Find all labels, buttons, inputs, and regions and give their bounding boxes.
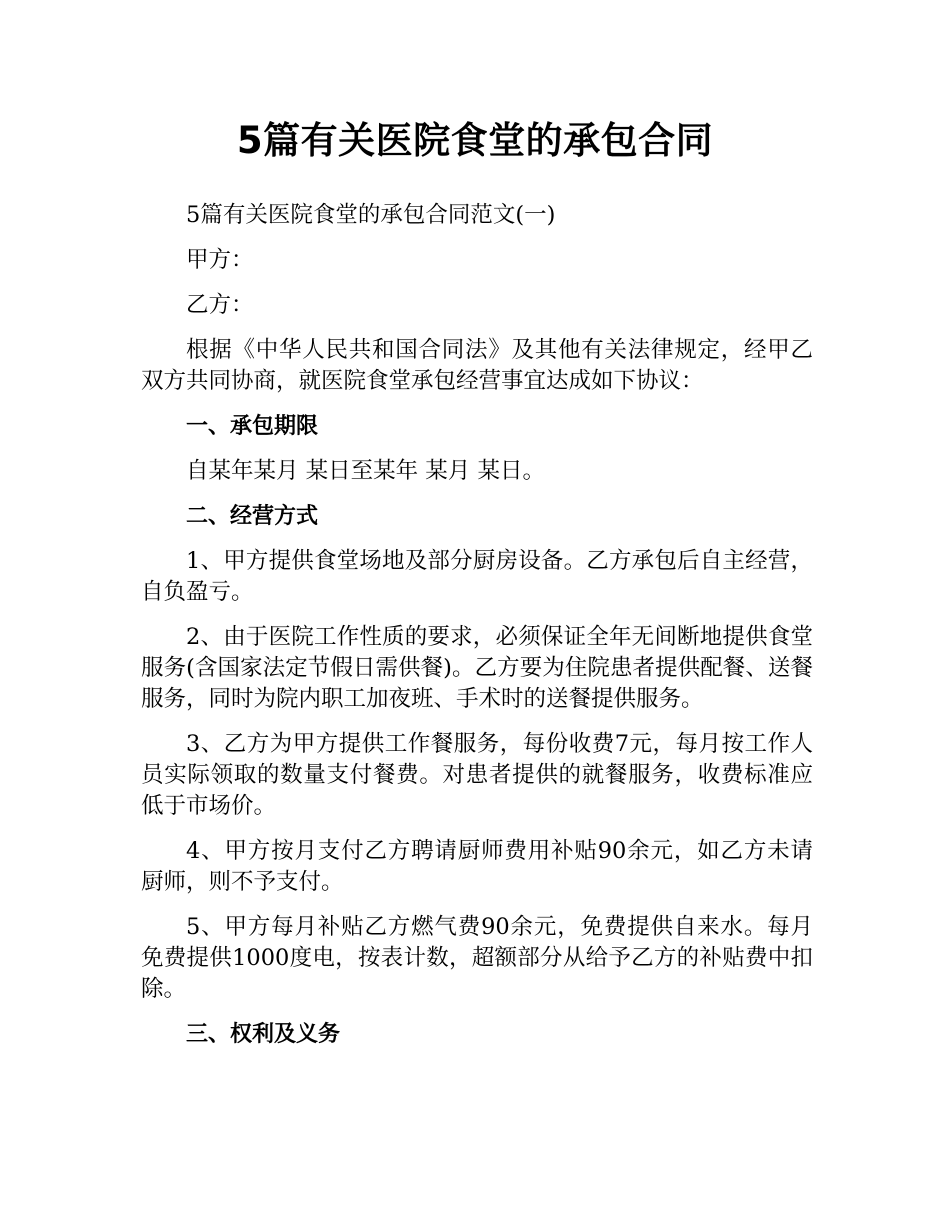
document-title: 5篇有关医院食堂的承包合同 <box>236 119 714 162</box>
section-heading-operation: 二、经营方式 <box>186 504 319 529</box>
section-heading-rights: 三、权利及义务 <box>186 1022 341 1047</box>
paragraph-subtitle: 5篇有关医院食堂的承包合同范文(一) <box>186 202 556 228</box>
document-body <box>141 200 813 1064</box>
paragraph-clause-2: 2、由于医院工作性质的要求，必须保证全年无间断地提供食堂服务(含国家法定节假日需供餐)。乙方要为住院患者提供配餐、送餐服务，同时为院内职工加夜班、手术时的送餐提供服务。 <box>141 624 813 712</box>
paragraph-clause-1: 1、甲方提供食堂场地及部分厨房设备。乙方承包后自主经营，自负盈亏。 <box>141 548 813 605</box>
paragraph-preamble: 根据《中华人民共和国合同法》及其他有关法律规定，经甲乙双方共同协商，就医院食堂承包经营事宜达成如下协议： <box>141 337 813 394</box>
paragraph-party-b: 乙方： <box>186 292 254 318</box>
paragraph-clause-4: 4、甲方按月支付乙方聘请厨师费用补贴90余元，如乙方未请厨师，则不予支付。 <box>141 838 813 895</box>
paragraph-term: 自某年某月 某日至某年 某月 某日。 <box>186 458 545 484</box>
paragraph-clause-5: 5、甲方每月补贴乙方燃气费90余元，免费提供自来水。每月免费提供1000度电，按表计数，超额部分从给予乙方的补贴费中扣除。 <box>141 914 813 1002</box>
section-heading-term: 一、承包期限 <box>186 414 319 439</box>
paragraph-clause-3: 3、乙方为甲方提供工作餐服务，每份收费7元，每月按工作人员实际领取的数量支付餐费。对患者提供的就餐服务，收费标准应低于市场价。 <box>141 731 813 819</box>
paragraph-party-a: 甲方： <box>186 247 254 273</box>
